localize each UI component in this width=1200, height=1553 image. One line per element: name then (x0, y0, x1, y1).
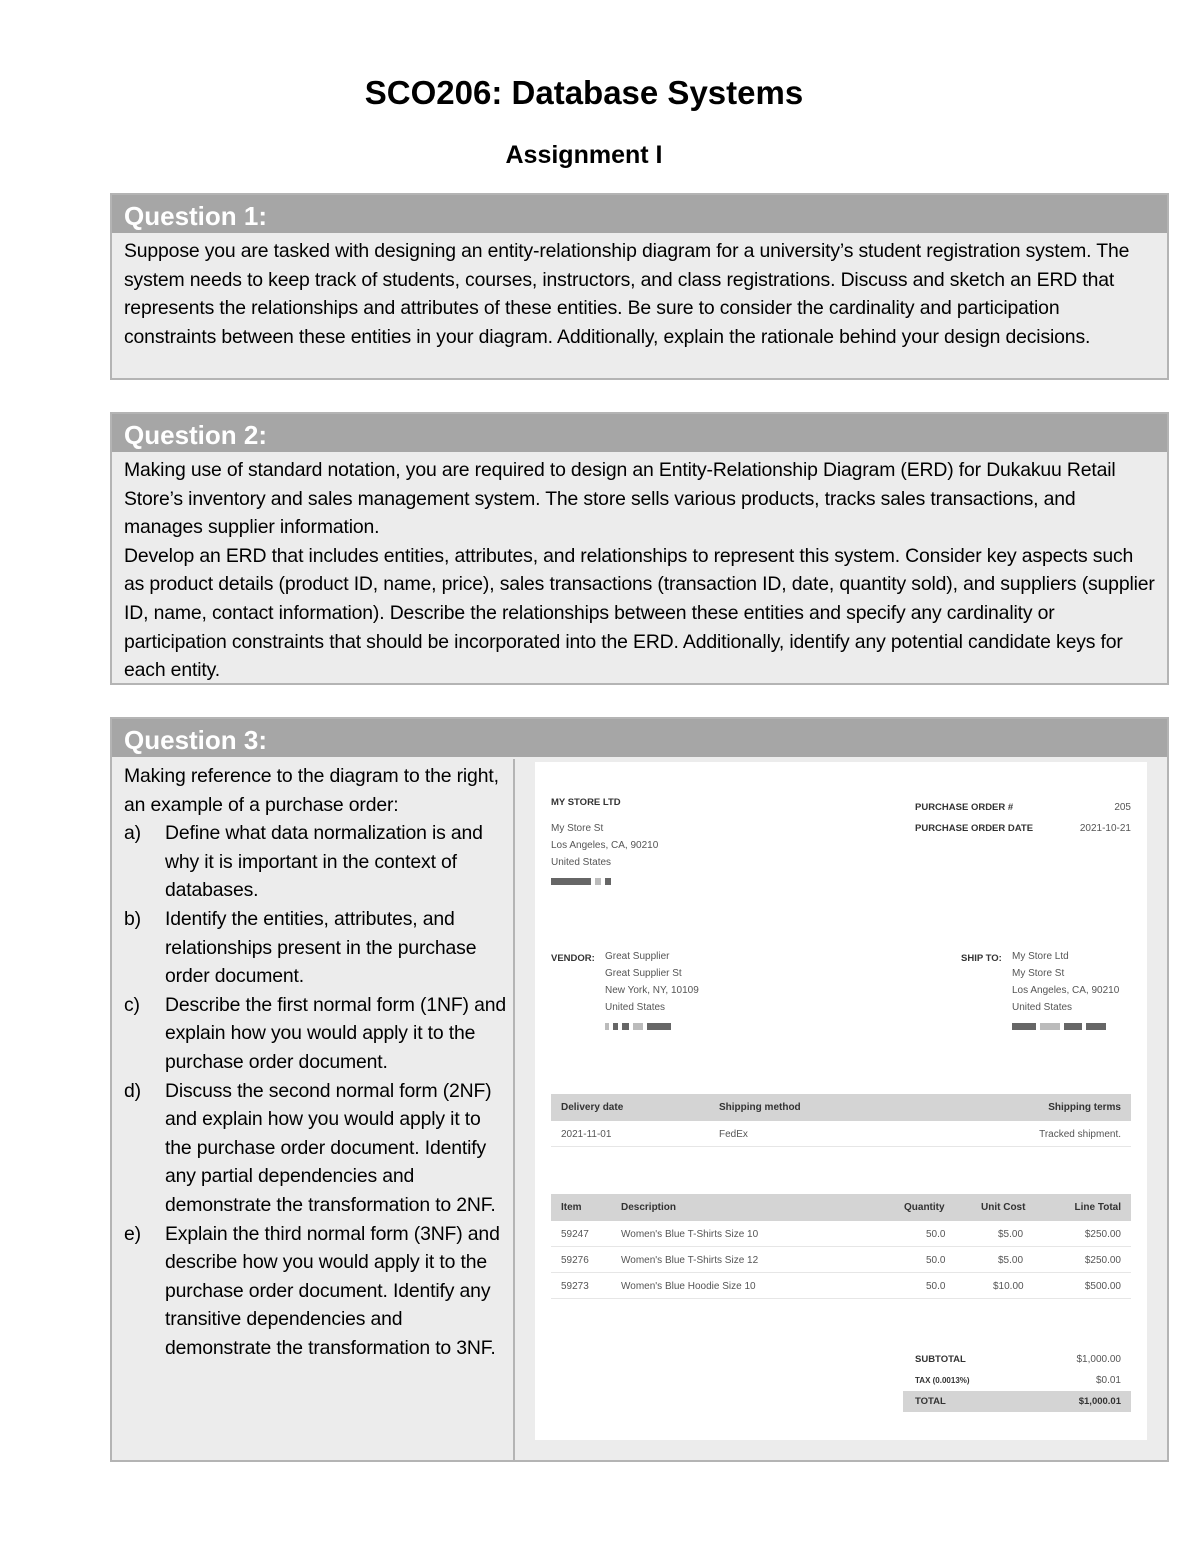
page-subtitle: Assignment I (505, 141, 663, 169)
list-item: c) Describe the first normal form (1NF) and explain how you would apply it to the purchase order document. (124, 993, 506, 1073)
question-3-heading: Question 3: (112, 719, 1167, 757)
question-2-paragraph-2: Develop an ERD that includes entities, attributes, and relationships to represent this system. Consider key aspects such as product details (product ID, name, price), sales transactions (transaction ID, date, quantity sold), and suppliers (supplier ID, name, contact information). Describe the relationships between these entities and specify any cardinality or participation constraints that should be incorporated into the ERD. Additionally, identify any potential candidate keys for each entity. (124, 544, 1155, 682)
question-1-text: Suppose you are tasked with designing an entity-relationship diagram for a university’s student registration system. The system needs to keep track of students, courses, instructors, and class registrations. Discuss and sketch an ERD that represents the relationships and attributes of these entities. Be sure to consider the cardinality and participation constraints between these entities in your diagram. Additionally, explain the rationale behind your design decisions. (124, 240, 1130, 348)
ship-to-address: My Store Ltd My Store St Los Angeles, CA, 90210 United States (1012, 948, 1119, 1035)
shipping-table-header: Delivery date Shipping method Shipping terms (551, 1094, 1131, 1121)
list-item: e) Explain the third normal form (3NF) and describe how you would apply it to the purchase order document. Identify any transitive dependencies and demonstrate the transformation to 3NF. (124, 1222, 500, 1359)
table-row: 59276 Women's Blue T-Shirts Size 12 50.0 $5.00 $250.00 (551, 1247, 1131, 1273)
items-table-header: Item Description Quantity Unit Cost Line Total (551, 1194, 1131, 1221)
question-3-text-column (112, 759, 515, 1460)
redacted-phone (551, 873, 658, 890)
po-number-label: PURCHASE ORDER # (915, 802, 1014, 813)
list-item: a) Define what data normalization is and why it is important in the context of databases. (124, 822, 483, 902)
totals-block (903, 1349, 1131, 1412)
redacted-phone (605, 1018, 699, 1035)
subtotal-row: SUBTOTAL $1,000.00 (915, 1354, 1121, 1365)
po-date: 2021-10-21 (1079, 823, 1131, 834)
tax-row: TAX (0.0013%) $0.01 (915, 1375, 1121, 1386)
table-row: 2021-11-01 FedEx Tracked shipment. (551, 1121, 1131, 1147)
vendor-address: Great Supplier Great Supplier St New York, NY, 10109 United States (605, 948, 699, 1035)
po-date-label: PURCHASE ORDER DATE (915, 823, 1034, 834)
redacted-phone (1012, 1018, 1119, 1035)
vendor-label: VENDOR: (551, 953, 595, 964)
ship-to-label: SHIP TO: (961, 953, 1002, 964)
total-row: TOTAL $1,000.01 (903, 1391, 1131, 1412)
items-table (551, 1194, 1131, 1299)
question-2-paragraph-1: Making use of standard notation, you are required to design an Entity-Relationship Diagram (ERD) for Dukakuu Retail Store’s inventory and sales management system. The store sells various products, tracks sales transactions, and manages supplier information. (124, 459, 1116, 539)
purchase-order-document (535, 762, 1147, 1440)
question-3-list (124, 819, 507, 1362)
shipping-table (551, 1094, 1131, 1147)
question-1-heading: Question 1: (112, 195, 1167, 233)
question-2-heading: Question 2: (112, 414, 1167, 452)
list-item: d) Discuss the second normal form (2NF) and explain how you would apply it to the purchase order document. Identify any partial dependencies and demonstrate the transformation to 2NF. (124, 1079, 496, 1216)
po-company-name: MY STORE LTD (551, 797, 621, 808)
purchase-order-image-column (517, 759, 1167, 1460)
question-2-box (110, 412, 1169, 685)
list-item: b) Identify the entities, attributes, and relationships present in the purchase order document. (124, 907, 477, 988)
question-1-box (110, 193, 1169, 380)
table-row: 59273 Women's Blue Hoodie Size 10 50.0 $10.00 $500.00 (551, 1273, 1131, 1299)
table-row: 59247 Women's Blue T-Shirts Size 10 50.0 $5.00 $250.00 (551, 1221, 1131, 1247)
question-3-intro: Making reference to the diagram to the right, an example of a purchase order: (124, 765, 499, 816)
po-number: 205 (1114, 802, 1131, 813)
question-3-box (110, 717, 1169, 1462)
po-company-address: My Store St Los Angeles, CA, 90210 United States (551, 820, 658, 890)
page-title: SCO206: Database Systems (364, 74, 804, 111)
